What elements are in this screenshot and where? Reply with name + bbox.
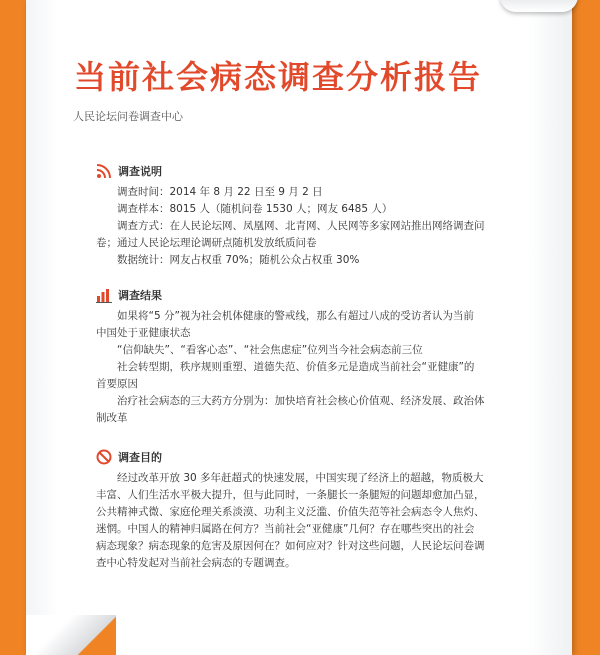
text-line: 如果将“5 分”视为社会机体健康的警戒线，那么有超过八成的受访者认为当前 — [117, 310, 474, 322]
section-title: 调查目的 — [118, 451, 162, 464]
section-title: 调查说明 — [118, 165, 162, 178]
section-survey-purpose — [96, 448, 496, 572]
text-line: 制改革 — [96, 412, 128, 424]
page-curl-top — [500, 0, 578, 12]
section-header — [96, 162, 496, 180]
text-line: 调查方式：在人民论坛网、凤凰网、北青网、人民网等多家网站推出网络调查问 — [117, 220, 485, 232]
text-line: 治疗社会病态的三大药方分别为：加快培育社会核心价值观、经济发展、政治体 — [117, 395, 485, 407]
section-header — [96, 286, 496, 304]
text-line: 迷惘。中国人的精神归属路在何方？当前社会“亚健康”几何？存在哪些突出的社会 — [96, 523, 475, 535]
no-entry-icon — [96, 449, 112, 465]
text-line: 调查样本：8015 人（随机问卷 1530 人；网友 6485 人） — [117, 203, 393, 215]
text-line: 病态现象？病态现象的危害及原因何在？如何应对？针对这些问题，人民论坛问卷调 — [96, 540, 485, 552]
text-line: 经过改革开放 30 多年赶超式的快速发展，中国实现了经济上的超越，物质极大 — [117, 472, 484, 484]
text-line: “信仰缺失”、“看客心态”、“社会焦虑症”位列当今社会病态前三位 — [117, 344, 423, 356]
section-title: 调查结果 — [118, 289, 162, 302]
section-header — [96, 448, 496, 466]
text-line: 数据统计：网友占权重 70%；随机公众占权重 30% — [117, 254, 360, 266]
report-page — [26, 0, 572, 655]
text-line: 首要原因 — [96, 378, 138, 390]
text-line: 卷；通过人民论坛理论调研点随机发放纸质问卷 — [96, 237, 317, 249]
text-line: 调查时间：2014 年 8 月 22 日至 9 月 2 日 — [117, 186, 323, 198]
text-line: 查中心特发起对当前社会病态的专题调查。 — [96, 557, 296, 569]
page-curl-bottom — [26, 615, 116, 655]
text-line: 丰富、人们生活水平极大提升，但与此同时，一条腿长一条腿短的问题却愈加凸显， — [96, 489, 485, 501]
signal-icon — [96, 163, 112, 179]
text-line: 中国处于亚健康状态 — [96, 327, 191, 339]
section-survey-results — [96, 286, 496, 427]
report-title: 当前社会病态调查分析报告 — [74, 58, 483, 96]
text-line: 社会转型期，秩序规则重塑、道德失范、价值多元是造成当前社会“亚健康”的 — [117, 361, 475, 373]
section-survey-description — [96, 162, 496, 269]
bar-chart-icon — [96, 287, 112, 303]
organization-name: 人民论坛问卷调查中心 — [73, 110, 183, 123]
text-line: 公共精神式微、家庭伦理关系淡漠、功利主义泛滥、价值失范等社会病态令人焦灼、 — [96, 506, 485, 518]
